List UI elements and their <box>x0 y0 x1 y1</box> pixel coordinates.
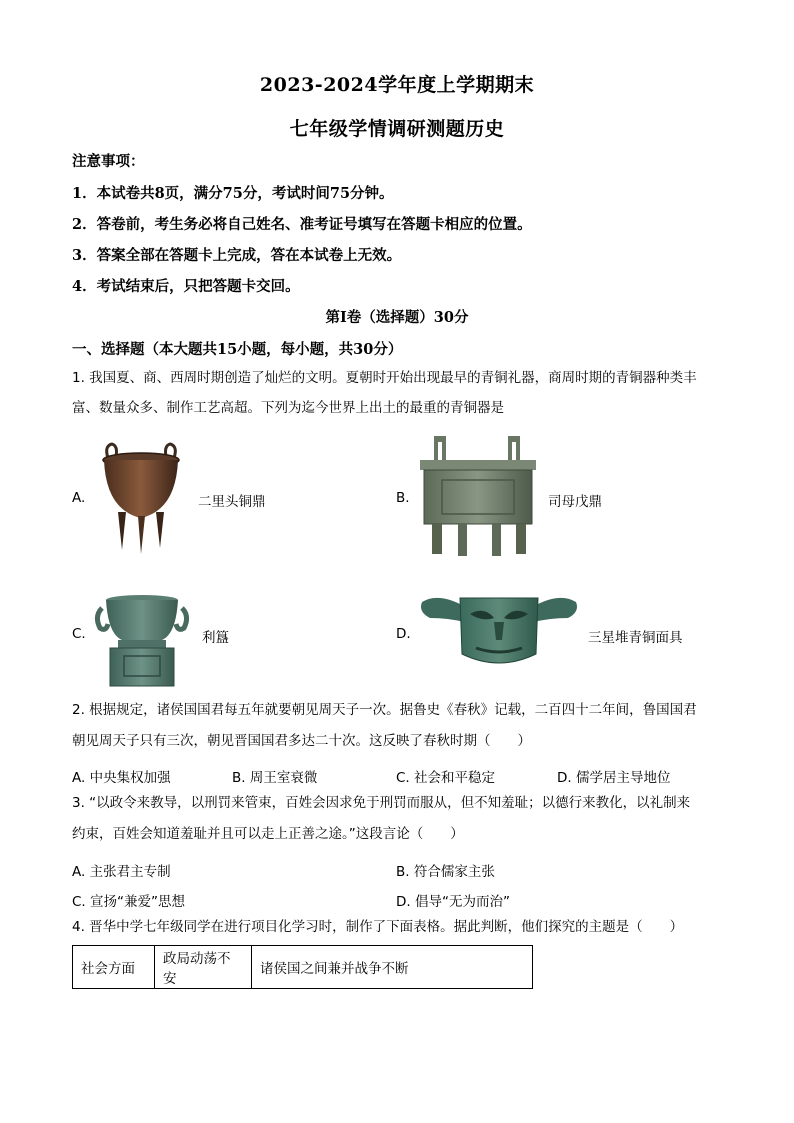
option-letter: A. <box>72 490 86 506</box>
table-cell: 社会方面 <box>73 946 155 989</box>
question-2-line: 朝见周天子只有三次，朝见晋国国君多达二十次。这反映了春秋时期（ ） <box>72 733 531 749</box>
question-3-line: 约束，百姓会知道羞耻并且可以走上正善之途。”这段言论（ ） <box>72 826 464 842</box>
option-letter: C. <box>72 626 86 642</box>
notice-item: 4．考试结束后，只把答题卡交回。 <box>72 278 300 295</box>
bronze-tripod-image <box>96 440 186 555</box>
option: D. 倡导“无为而治” <box>396 894 510 910</box>
table-row <box>73 946 533 989</box>
notice-item: 3．答案全部在答题卡上完成，答在本试卷上无效。 <box>72 247 402 264</box>
question-1-line: 1. 我国夏、商、西周时期创造了灿烂的文明。夏朝时开始出现最早的青铜礼器，商周时期的青铜器种类丰 <box>72 370 697 386</box>
option: D. 儒学居主导地位 <box>557 770 671 786</box>
option: B. 周王室衰微 <box>232 770 318 786</box>
question-4-table <box>72 945 533 989</box>
notice-item: 1．本试卷共8页，满分75分，考试时间75分钟。 <box>72 185 394 202</box>
exam-subtitle: 七年级学情调研测题历史 <box>289 118 505 140</box>
question-2-line: 2. 根据规定，诸侯国国君每五年就要朝见周天子一次。据鲁史《春秋》记载，二百四十二年间，鲁国国君 <box>72 702 697 718</box>
option: C. 社会和平稳定 <box>396 770 496 786</box>
bronze-mask-image <box>418 592 580 672</box>
option-label: 二里头铜鼎 <box>198 494 266 510</box>
notice-item: 2．答卷前，考生务必将自己姓名、准考证号填写在答题卡相应的位置。 <box>72 216 532 233</box>
section-heading: 一、选择题（本大题共15小题，每小题，共30分） <box>72 341 403 358</box>
option-letter: D. <box>396 626 411 642</box>
option-label: 司母戊鼎 <box>548 494 602 510</box>
option: B. 符合儒家主张 <box>396 864 495 880</box>
option-label: 利簋 <box>202 630 229 646</box>
option: A. 中央集权加强 <box>72 770 171 786</box>
question-3-line: 3. “以政令来教导，以刑罚来管束，百姓会因求免于刑罚而服从，但不知羞耻；以德行来教化，以礼制来 <box>72 795 691 811</box>
option: C. 宣扬“兼爱”思想 <box>72 894 185 910</box>
bronze-square-ding-image <box>416 432 540 558</box>
option-letter: B. <box>396 490 410 506</box>
option: A. 主张君主专制 <box>72 864 171 880</box>
question-4-line: 4. 晋华中学七年级同学在进行项目化学习时，制作了下面表格。据此判断，他们探究的主题是（ ） <box>72 919 684 935</box>
notice-heading: 注意事项： <box>72 153 145 170</box>
table-cell: 政局动荡不安 <box>155 946 252 989</box>
table-cell: 诸侯国之间兼并战争不断 <box>252 946 533 989</box>
option-label: 三星堆青铜面具 <box>588 630 683 646</box>
part-heading: 第Ⅰ卷（选择题）30分 <box>325 309 469 326</box>
question-1-line: 富、数量众多、制作工艺高超。下列为迄今世界上出土的最重的青铜器是 <box>72 400 504 416</box>
exam-title: 2023-2024学年度上学期期末 <box>259 74 535 96</box>
bronze-gui-vessel-image <box>92 590 192 688</box>
